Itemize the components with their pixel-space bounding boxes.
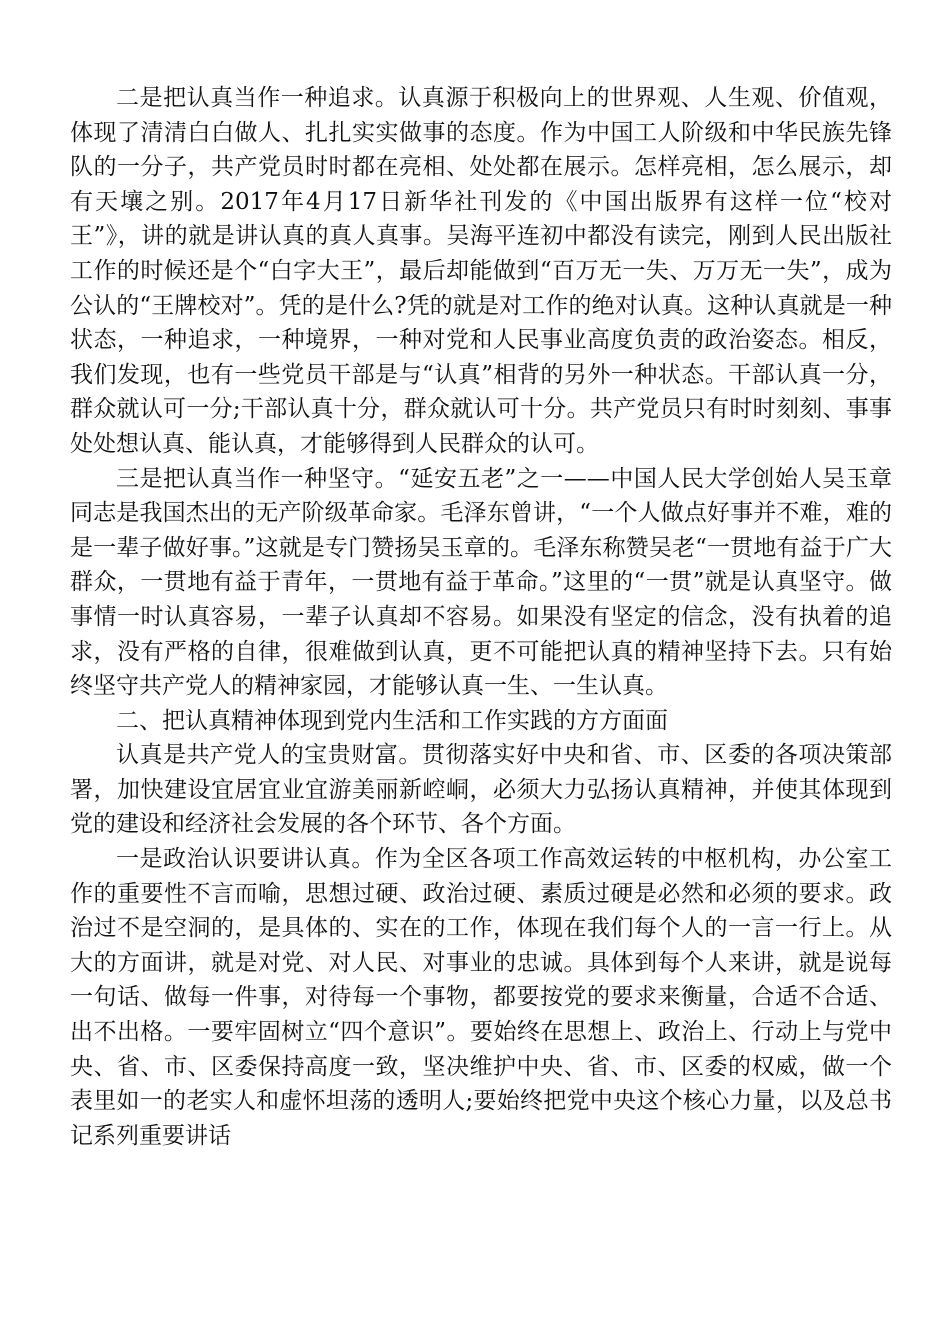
paragraph-section-intro: 认真是共产党人的宝贵财富。贯彻落实好中央和省、市、区委的各项决策部署，加快建设宜居宜业宜游美丽新崆峒，必须大力弘扬认真精神，并使其体现到党的建设和经济社会发展的各个环节、各个方面。 [70, 742, 892, 838]
paragraph-pursuit: 二是把认真当作一种追求。认真源于积极向上的世界观、人生观、价值观，体现了清清白白做人、扎扎实实做事的态度。作为中国工人阶级和中华民族先锋队的一分子，共产党员时时都在亮相、处处都在展示。怎样亮相，怎么展示，却有天壤之别。2017年4月17日新华社刊发的《中国出版界有这样一位“校对王”》，讲的就是讲认真的真人真事。吴海平连初中都没有读完，刚到人民出版社工作的时候还是个“白字大王”，最后却能做到“百万无一失、万万无一失”，成为公认的“王牌校对”。凭的是什么?凭的就是对工作的绝对认真。这种认真就是一种状态，一种追求，一种境界，一种对党和人民事业高度负责的政治姿态。相反，我们发现，也有一些党员干部是与“认真”相背的另外一种状态。干部认真一分，群众就认可一分;干部认真十分，群众就认可十分。共产党员只有时时刻刻、事事处处想认真、能认真，才能够得到人民群众的认可。 [70, 85, 892, 457]
document-page [70, 81, 892, 1153]
section-heading: 二、把认真精神体现到党内生活和工作实践的方方面面 [116, 707, 668, 734]
paragraph-political-awareness: 一是政治认识要讲认真。作为全区各项工作高效运转的中枢机构，办公室工作的重要性不言而喻，思想过硬、政治过硬、素质过硬是必然和必须的要求。政治过不是空洞的，是具体的、实在的工作，体现在我们每个人的一言一行上。从大的方面讲，就是对党、对人民、对事业的忠诚。具体到每个人来讲，就是说每一句话、做每一件事，对待每一个事物，都要按党的要求来衡量，合适不合适、出不出格。一要牢固树立“四个意识”。要始终在思想上、政治上、行动上与党中央、省、市、区委保持高度一致，坚决维护中央、省、市、区委的权威，做一个表里如一的老实人和虚怀坦荡的透明人;要始终把党中央这个核心力量，以及总书记系列重要讲话 [70, 846, 892, 1149]
paragraph-persistence: 三是把认真当作一种坚守。“延安五老”之一——中国人民大学创始人吴玉章同志是我国杰出的无产阶级革命家。毛泽东曾讲，“一个人做点好事并不难，难的是一辈子做好事。”这就是专门赞扬吴玉章的。毛泽东称赞吴老“一贯地有益于广大群众，一贯地有益于青年，一贯地有益于革命。”这里的“一贯”就是认真坚守。做事情一时认真容易，一辈子认真却不容易。如果没有坚定的信念，没有执着的追求，没有严格的自律，很难做到认真，更不可能把认真的精神坚持下去。只有始终坚守共产党人的精神家园，才能够认真一生、一生认真。 [70, 465, 892, 700]
